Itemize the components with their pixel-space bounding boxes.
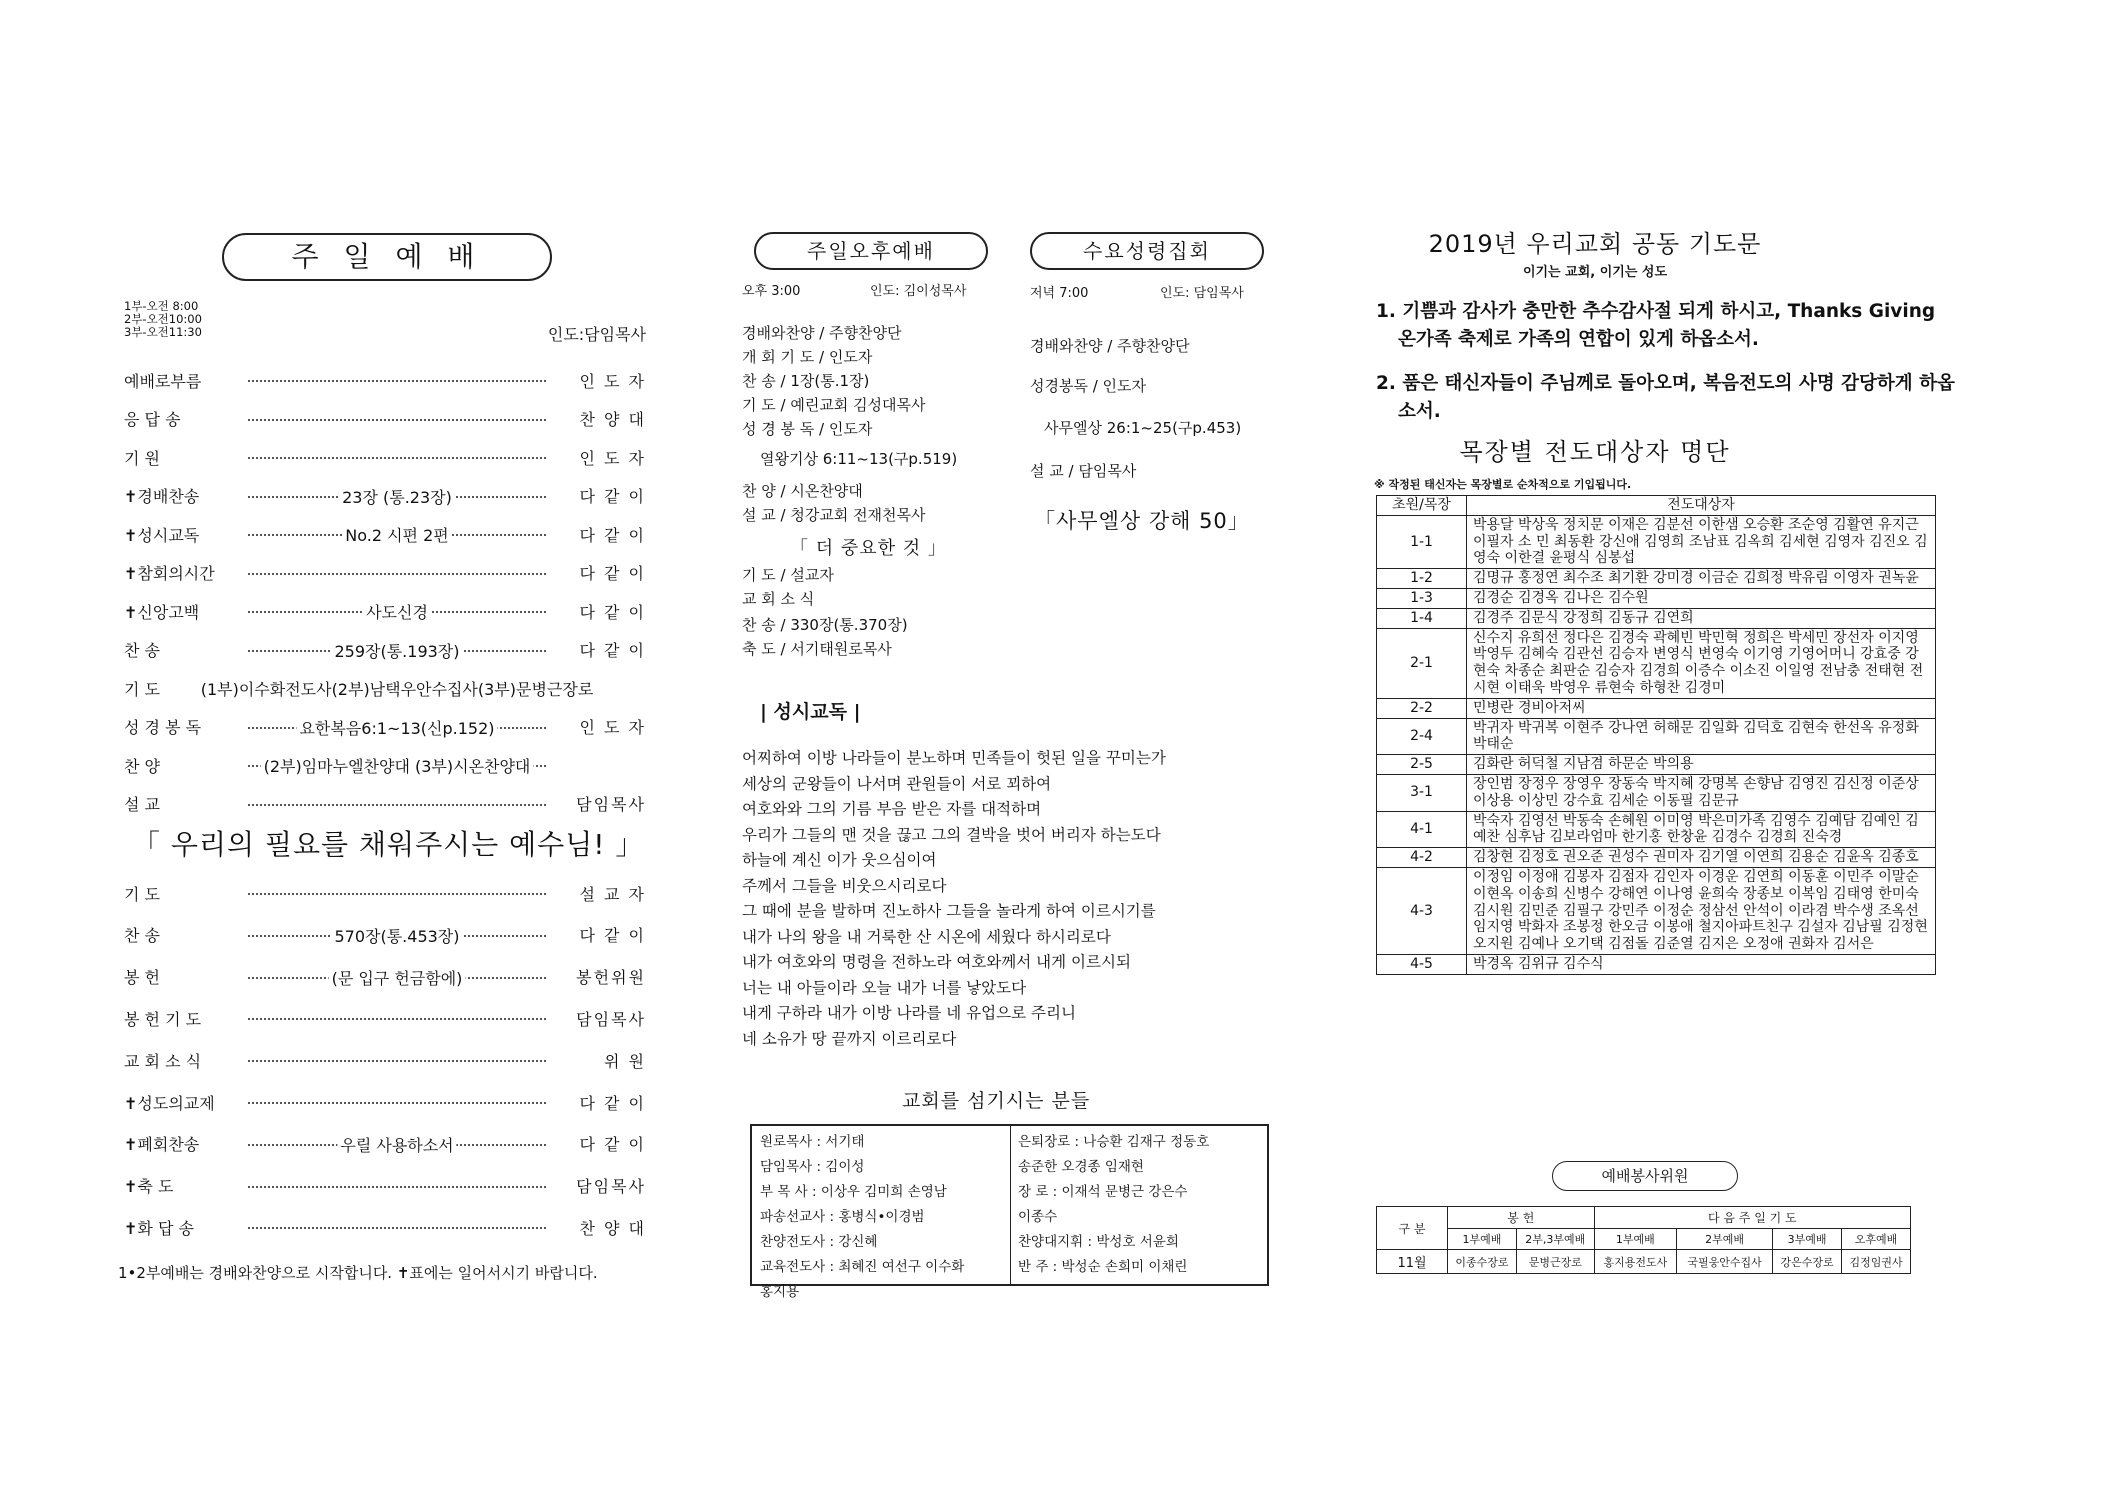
order-person: 위 원 bbox=[604, 1051, 646, 1071]
afternoon-item: 경배와찬양 / 주향찬양단 bbox=[742, 324, 902, 342]
litany-line: 내가 나의 왕을 내 거룩한 산 시온에 세웠다 하시리로다 bbox=[742, 927, 1111, 946]
order-detail: 23장 (통.23장) bbox=[339, 485, 455, 508]
order-label: 응 답 송 bbox=[124, 410, 181, 429]
staff-right-col bbox=[1018, 1130, 1209, 1280]
st-value: 홍지용전도사 bbox=[1594, 1250, 1676, 1274]
order-dots bbox=[244, 367, 550, 393]
order-row bbox=[124, 598, 646, 624]
order-row bbox=[124, 1214, 646, 1240]
order-label: ✝축 도 bbox=[124, 1177, 174, 1197]
prayer-item-2: 2. 품은 태신자들이 주님께로 돌아오며, 복음전도의 사명 감당하게 하옵소서. bbox=[1376, 373, 1955, 422]
order-label: 찬 송 bbox=[124, 926, 160, 946]
order-dots bbox=[244, 964, 550, 990]
order-label: 봉 헌 bbox=[124, 968, 160, 988]
order-label: 예배로부름 bbox=[124, 371, 202, 391]
group-cell: 1-2 bbox=[1377, 569, 1467, 589]
time-3: 3부-오전11:30 bbox=[124, 325, 202, 339]
order-detail: 요한복음6:1~13(신p.152) bbox=[296, 716, 497, 739]
order-row bbox=[124, 922, 646, 948]
afternoon-item: 열왕기상 6:11~13(구p.519) bbox=[760, 450, 958, 468]
staff-line: 원로목사 : 서기태 bbox=[760, 1134, 865, 1150]
order-row bbox=[124, 483, 646, 509]
order-dots bbox=[244, 1173, 550, 1199]
order-person: 찬 양 대 bbox=[579, 410, 646, 429]
group-cell: 1-1 bbox=[1377, 515, 1467, 568]
time-1: 1부-오전 8:00 bbox=[124, 299, 199, 313]
header-names: 전도대상자 bbox=[1467, 496, 1936, 516]
table-row bbox=[1377, 954, 1936, 974]
order-label: ✝폐회찬송 bbox=[124, 1135, 200, 1155]
wednesday-item: 설 교 / 담임목사 bbox=[1030, 462, 1137, 480]
order-dots bbox=[244, 444, 550, 470]
litany-line: 하늘에 계신 이가 웃으심이여 bbox=[742, 851, 937, 869]
st-value: 이종수장로 bbox=[1448, 1250, 1517, 1274]
order-dots bbox=[244, 1047, 550, 1073]
order-person: 다 같 이 bbox=[579, 1093, 646, 1113]
order-row bbox=[124, 1047, 646, 1073]
staff-line: 부 목 사 : 이상우 김미희 손영남 bbox=[760, 1184, 947, 1200]
st-subhead: 1부예배 bbox=[1448, 1229, 1517, 1250]
staff-line: 교육전도사 : 최혜진 여선구 이수화 bbox=[760, 1259, 965, 1275]
afternoon-item: 찬 송 / 330장(통.370장) bbox=[742, 616, 908, 634]
litany-line: 내게 구하라 내가 이방 나라를 네 유업으로 주리니 bbox=[742, 1004, 1076, 1022]
order-label: 설 교 bbox=[124, 795, 160, 814]
order-dots bbox=[244, 521, 550, 547]
group-cell: 1-4 bbox=[1377, 608, 1467, 628]
afternoon-item: 기 도 / 설교자 bbox=[742, 566, 834, 584]
order-row bbox=[124, 367, 646, 393]
st-value: 국필웅안수집사 bbox=[1677, 1250, 1773, 1274]
order-row bbox=[124, 1173, 646, 1199]
table-row bbox=[1377, 848, 1936, 868]
order-row bbox=[124, 964, 646, 990]
order-row bbox=[124, 675, 646, 701]
st-subhead: 2부,3부예배 bbox=[1516, 1229, 1594, 1250]
litany-line: 어찌하여 이방 나라들이 분노하며 민족들이 헛된 일을 꾸미는가 bbox=[742, 749, 1166, 767]
sunday-title: 주 일 예 배 bbox=[222, 233, 552, 281]
wednesday-time: 저녁 7:00 bbox=[1030, 286, 1089, 301]
order-dots bbox=[244, 560, 550, 586]
st-month: 11월 bbox=[1377, 1250, 1448, 1274]
afternoon-item: 기 도 / 예린교회 김성대목사 bbox=[742, 396, 926, 414]
staff-box bbox=[750, 1124, 1269, 1300]
group-cell: 2-1 bbox=[1377, 628, 1467, 698]
names-cell: 김경순 김경옥 김나은 김수원 bbox=[1467, 588, 1936, 608]
order-dots bbox=[200, 675, 594, 701]
order-row bbox=[124, 1005, 646, 1031]
order-dots bbox=[244, 922, 550, 948]
wednesday-item: 사무엘상 26:1~25(구p.453) bbox=[1044, 419, 1242, 437]
order-person: 담임목사 bbox=[576, 1009, 646, 1029]
afternoon-leader: 인도: 김이성목사 bbox=[870, 284, 967, 299]
order-row bbox=[124, 1131, 646, 1157]
order-row bbox=[124, 521, 646, 547]
order-detail: 570장(통.453장) bbox=[331, 924, 462, 947]
staff-title: 교회를 섬기시는 분들 bbox=[902, 1090, 1091, 1112]
evangelism-note: ※ 작정된 태신자는 목장별로 순차적으로 기입됩니다. bbox=[1374, 478, 1632, 491]
st-next-prayer: 다 음 주 일 기 도 bbox=[1594, 1207, 1910, 1229]
order-dots bbox=[244, 791, 550, 817]
afternoon-time: 오후 3:00 bbox=[742, 284, 801, 299]
table-row bbox=[1377, 608, 1936, 628]
st-subhead: 2부예배 bbox=[1677, 1229, 1773, 1250]
order-label: ✝성도의교제 bbox=[124, 1093, 215, 1113]
st-subhead: 오후예배 bbox=[1842, 1229, 1911, 1250]
order-row bbox=[124, 880, 646, 906]
order-dots bbox=[244, 752, 550, 778]
st-value-row bbox=[1377, 1250, 1911, 1274]
wednesday-leader: 인도: 담임목사 bbox=[1160, 286, 1244, 301]
st-value: 김정임권사 bbox=[1842, 1250, 1911, 1274]
order-detail: (2부)임마누엘찬양대 (3부)시온찬양대 bbox=[261, 754, 534, 777]
sunday-leader: 인도:담임목사 bbox=[547, 325, 646, 344]
order-row bbox=[124, 1089, 646, 1115]
afternoon-item: 찬 송 / 1장(통.1장) bbox=[742, 372, 870, 390]
order-label: ✝신앙고백 bbox=[124, 602, 200, 622]
litany-line: 내가 여호와의 명령을 전하노라 여호와께서 내게 이르시되 bbox=[742, 953, 1131, 971]
litany-title: | 성시교독 | bbox=[760, 701, 861, 723]
names-cell: 박귀자 박귀복 이현주 강나연 허해문 김일화 김덕호 김현숙 한선옥 유정화 박태순 bbox=[1467, 718, 1936, 755]
table-row bbox=[1377, 867, 1936, 954]
group-cell: 4-1 bbox=[1377, 811, 1467, 848]
order-row bbox=[124, 444, 646, 470]
order-dots bbox=[244, 714, 550, 740]
names-cell: 이정임 이정애 김봉자 김점자 김인자 이경운 김연희 이동훈 이민주 이말순 이현옥 이송희 신병수 강해연 이나영 윤희숙 장종보 이복임 김태영 한미숙 김시원 김민준 김필구 강민주 이정순 정삼선 안석이 이라겸 박수생 조옥선 임지영 박화자 조봉정 한오금 이봉애 철지아파트친구 김설자 김남필 김정현 오지원 김예나 오기택 김점돌 김준열 김지은 오정애 권화자 김서은 bbox=[1467, 867, 1936, 954]
order-row bbox=[124, 791, 646, 817]
prayer-title: 2019년 우리교회 공동 기도문 bbox=[1428, 230, 1762, 258]
wednesday-item: 경배와찬양 / 주향찬양단 bbox=[1030, 337, 1190, 355]
order-label: 교 회 소 식 bbox=[124, 1051, 202, 1071]
order-detail: (1부)이수화전도사(2부)남택우안수집사(3부)문병근장로 bbox=[198, 677, 597, 700]
order-dots bbox=[244, 598, 550, 624]
staff-line: 반 주 : 박성순 손희미 이채린 bbox=[1018, 1259, 1188, 1275]
table-row bbox=[1377, 774, 1936, 811]
staff-line: 이종수 bbox=[1018, 1209, 1058, 1225]
names-cell: 김경주 김문식 강정희 김동규 김연희 bbox=[1467, 608, 1936, 628]
order-dots bbox=[244, 880, 550, 906]
table-row bbox=[1377, 588, 1936, 608]
st-subhead: 3부예배 bbox=[1773, 1229, 1842, 1250]
service-staff-table bbox=[1376, 1206, 1911, 1274]
afternoon-item: 설 교 / 청강교회 전재천목사 bbox=[742, 506, 926, 524]
order-person: 담임목사 bbox=[576, 1177, 646, 1197]
afternoon-item: 축 도 / 서기태원로목사 bbox=[742, 640, 892, 658]
table-row bbox=[1377, 811, 1936, 848]
names-cell: 박경옥 김위규 김수식 bbox=[1467, 954, 1936, 974]
names-cell: 박숙자 김영선 박동숙 손혜원 이미영 박은미가족 김영수 김예담 김예인 김예찬 심후남 김보라엄마 한기홍 한창윤 김경수 김경희 진숙경 bbox=[1467, 811, 1936, 848]
header-group: 초원/목장 bbox=[1377, 496, 1467, 516]
prayer-subtitle: 이기는 교회, 이기는 성도 bbox=[1522, 265, 1668, 280]
names-cell: 김명규 홍정연 최수조 최기환 강미경 이금순 김희정 박유림 이영자 권녹윤 bbox=[1467, 569, 1936, 589]
order-label: 찬 송 bbox=[124, 641, 160, 660]
order-person: 다 같 이 bbox=[579, 641, 646, 660]
order-dots bbox=[244, 1214, 550, 1240]
group-cell: 4-3 bbox=[1377, 867, 1467, 954]
order-dots bbox=[244, 406, 550, 432]
table-row bbox=[1377, 718, 1936, 755]
order-label: 기 도 bbox=[124, 884, 160, 904]
names-cell: 민병란 경비아저씨 bbox=[1467, 698, 1936, 718]
order-person: 봉헌위원 bbox=[576, 968, 646, 988]
group-cell: 2-2 bbox=[1377, 698, 1467, 718]
st-value: 문병근장로 bbox=[1516, 1250, 1594, 1274]
order-person: 인 도 자 bbox=[579, 448, 646, 468]
litany-line: 주께서 그들을 비웃으시리로다 bbox=[742, 876, 947, 895]
afternoon-item: 개 회 기 도 / 인도자 bbox=[742, 348, 873, 366]
afternoon-item: 찬 양 / 시온찬양대 bbox=[742, 482, 863, 500]
names-cell: 김화란 허덕철 지남겸 하문순 박의용 bbox=[1467, 755, 1936, 775]
order-person: 담임목사 bbox=[576, 795, 646, 814]
table-row bbox=[1377, 628, 1936, 698]
order-person: 설 교 자 bbox=[579, 884, 646, 904]
order-row bbox=[124, 714, 646, 740]
st-value: 강은수장로 bbox=[1773, 1250, 1842, 1274]
afternoon-item: 교 회 소 식 bbox=[742, 590, 815, 608]
sermon-title: 「 우리의 필요를 채워주시는 예수님! 」 bbox=[132, 828, 645, 861]
order-detail: (문 입구 헌금함에) bbox=[329, 966, 466, 989]
staff-left-col bbox=[760, 1130, 964, 1305]
staff-line: 은퇴장로 : 나승환 김재구 정동호 bbox=[1018, 1134, 1210, 1150]
order-label: ✝성시교독 bbox=[124, 525, 200, 545]
order-person: 다 같 이 bbox=[579, 1135, 646, 1155]
wednesday-title: 수요성령집회 bbox=[1030, 232, 1264, 270]
prayer-item-1: 1. 기쁨과 감사가 충만한 추수감사절 되게 하시고, Thanks Giving 온가족 축제로 가족의 연합이 있게 하옵소서. bbox=[1376, 301, 1936, 350]
staff-line: 파송선교사 : 홍병식•이경범 bbox=[760, 1209, 925, 1225]
st-header-row bbox=[1377, 1207, 1911, 1229]
st-subhead-row bbox=[1377, 1229, 1911, 1250]
names-cell: 장인범 장정우 장영우 장동숙 박지혜 강명복 손향남 김영진 김신정 이준상 이상용 이상민 강수효 김세순 이동필 김문규 bbox=[1467, 774, 1936, 811]
wednesday-sermon: 「사무엘상 강해 50」 bbox=[1034, 509, 1250, 533]
order-label: 찬 양 bbox=[124, 756, 160, 776]
service-times bbox=[124, 300, 202, 339]
staff-line: 송준한 오경종 임재현 bbox=[1018, 1159, 1144, 1175]
sunday-note: 1•2부예배는 경배와찬양으로 시작합니다. ✝표에는 일어서시기 바랍니다. bbox=[118, 1264, 598, 1282]
staff-divider bbox=[1010, 1126, 1011, 1284]
order-row bbox=[124, 560, 646, 586]
order-dots bbox=[244, 1005, 550, 1031]
group-cell: 2-5 bbox=[1377, 755, 1467, 775]
order-person: 찬 양 대 bbox=[579, 1218, 646, 1238]
litany-line: 그 때에 분을 발하며 진노하사 그들을 놀라게 하여 이르시기를 bbox=[742, 902, 1156, 920]
group-cell: 4-2 bbox=[1377, 848, 1467, 868]
evangelism-header-row bbox=[1377, 496, 1936, 516]
order-detail: 사도신경 bbox=[363, 600, 431, 623]
order-dots bbox=[244, 1089, 550, 1115]
order-person: 인 도 자 bbox=[579, 718, 646, 737]
staff-line: 장 로 : 이재석 문병근 강은수 bbox=[1018, 1184, 1188, 1200]
order-detail: No.2 시편 2편 bbox=[342, 523, 451, 546]
order-dots bbox=[244, 1131, 550, 1157]
afternoon-item: 「 더 중요한 것 」 bbox=[790, 538, 947, 559]
afternoon-title: 주일오후예배 bbox=[754, 232, 988, 270]
st-bongheon: 봉 헌 bbox=[1448, 1207, 1595, 1229]
order-label: 성 경 봉 독 bbox=[124, 718, 202, 737]
staff-line: 담임목사 : 김이성 bbox=[760, 1159, 865, 1175]
staff-line: 찬양전도사 : 강신혜 bbox=[760, 1234, 878, 1250]
names-cell: 박용달 박상욱 정치문 이재은 김분선 이한샘 오승환 조순영 김활연 유지근 이필자 소 민 최동환 강신애 김영희 조남표 김옥희 김세현 김영자 김진오 김영숙 이한결 윤평식 심봉섭 bbox=[1467, 515, 1936, 568]
order-label: 기 도 bbox=[124, 679, 160, 699]
order-person: 다 같 이 bbox=[579, 602, 646, 622]
order-detail: 259장(통.193장) bbox=[331, 639, 462, 662]
litany-line: 네 소유가 땅 끝까지 이르리로다 bbox=[742, 1029, 957, 1048]
order-dots bbox=[244, 483, 550, 509]
staff-line: 홍지용 bbox=[760, 1284, 800, 1300]
litany-line: 여호와와 그의 기름 부음 받은 자를 대적하며 bbox=[742, 800, 1042, 818]
table-row bbox=[1377, 755, 1936, 775]
order-person: 다 같 이 bbox=[579, 926, 646, 946]
order-dots bbox=[244, 637, 550, 663]
order-person: 다 같 이 bbox=[579, 564, 646, 583]
evangelism-title: 목장별 전도대상자 명단 bbox=[1459, 438, 1731, 466]
group-cell: 3-1 bbox=[1377, 774, 1467, 811]
order-row bbox=[124, 406, 646, 432]
st-subhead: 1부예배 bbox=[1594, 1229, 1676, 1250]
st-gubun: 구 분 bbox=[1377, 1207, 1448, 1250]
order-row bbox=[124, 752, 646, 778]
staff-line: 찬양대지휘 : 박성호 서윤희 bbox=[1018, 1234, 1179, 1250]
time-2: 2부-오전10:00 bbox=[124, 312, 202, 326]
litany-line: 세상의 군왕들이 나서며 관원들이 서로 꾀하여 bbox=[742, 774, 1052, 793]
order-detail: 우릴 사용하소서 bbox=[337, 1133, 456, 1156]
evangelism-table bbox=[1376, 495, 1936, 975]
order-row bbox=[124, 637, 646, 663]
names-cell: 신수지 유희선 정다은 김경숙 곽혜빈 박민혁 정희은 박세민 장선자 이지영 박영두 김혜숙 김관선 김승자 변영식 변영숙 이기영 기영어머니 강효중 강현숙 차종순 최판순 김승자 김경희 이증수 이소진 이일영 전남충 전태현 전시현 이태욱 박영우 류현숙 하형찬 김경미 bbox=[1467, 628, 1936, 698]
afternoon-item: 성 경 봉 독 / 인도자 bbox=[742, 420, 873, 438]
order-label: ✝경배찬송 bbox=[124, 487, 200, 506]
order-person: 다 같 이 bbox=[579, 525, 646, 545]
service-staff-title: 예배봉사위원 bbox=[1552, 1161, 1738, 1191]
group-cell: 2-4 bbox=[1377, 718, 1467, 755]
order-person: 다 같 이 bbox=[579, 487, 646, 506]
litany-line: 너는 내 아들이라 오늘 내가 너를 낳았도다 bbox=[742, 978, 1027, 997]
order-person: 인 도 자 bbox=[579, 371, 646, 391]
order-label: 기 원 bbox=[124, 448, 160, 468]
group-cell: 4-5 bbox=[1377, 954, 1467, 974]
table-row bbox=[1377, 569, 1936, 589]
wednesday-item: 성경봉독 / 인도자 bbox=[1030, 377, 1147, 395]
order-label: ✝참회의시간 bbox=[124, 564, 215, 583]
group-cell: 1-3 bbox=[1377, 588, 1467, 608]
names-cell: 김창현 김정호 권오준 권성수 권미자 김기열 이연희 김용순 김윤옥 김종호 bbox=[1467, 848, 1936, 868]
litany-line: 우리가 그들의 맨 것을 끊고 그의 결박을 벗어 버리자 하는도다 bbox=[742, 825, 1161, 844]
table-row bbox=[1377, 515, 1936, 568]
order-label: 봉 헌 기 도 bbox=[124, 1009, 202, 1029]
table-row bbox=[1377, 698, 1936, 718]
order-label: ✝화 답 송 bbox=[124, 1218, 194, 1238]
